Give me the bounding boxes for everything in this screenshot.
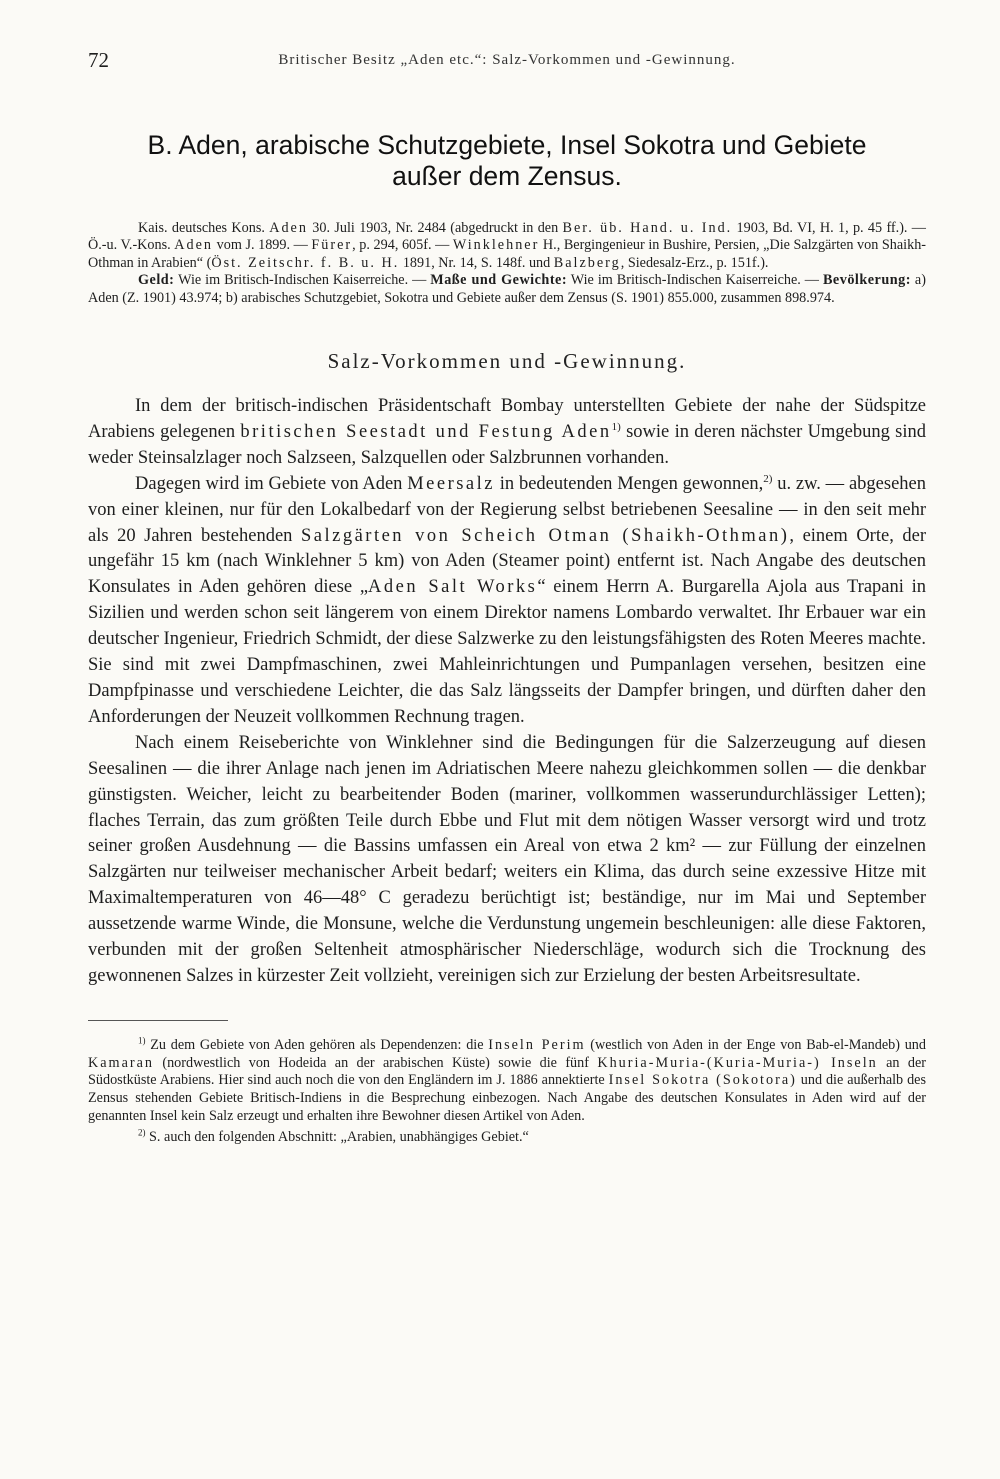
text-run: (nordwestlich von Hodeida an der arabischen Küste) sowie die fünf: [154, 1054, 598, 1071]
footnote-ref-2[interactable]: 2): [763, 472, 773, 485]
ref-text: , Siedesalz-Erz., p. 151f.).: [620, 254, 769, 271]
ref-spaced: Ber. üb. Hand. u. Ind.: [562, 220, 733, 236]
ref-spaced: Fürer: [311, 237, 353, 254]
page-header: [88, 48, 926, 78]
spaced-text: Kamaran: [88, 1054, 154, 1071]
text-run: Zu dem Gebiete von Aden gehören als Dependenzen: die: [145, 1036, 489, 1053]
ref-spaced: Öst. Zeitschr. f. B. u. H.: [211, 254, 400, 271]
text-run: In dem der britisch-indischen Präsidentschaft Bombay unterstellten Gebiete der nahe der Südspitze Arabiens gelegenen: [88, 396, 926, 442]
text-run: Dagegen wird im Gebiete von Aden: [135, 473, 408, 494]
ref-text: H., Bergingenieur in Bushire, Persien, „Die Salzgärten von Shaikh-Othman in Arabien“ (: [88, 237, 927, 271]
spaced-text: Khuria-Muria-(Kuria-Muria-) Inseln: [597, 1054, 878, 1071]
text-run: sowie in deren nächster Umgebung sind weder Steinsalzlager noch Salzseen, Salzquellen oder Salzbrunnen vorhanden.: [88, 421, 926, 468]
footnote-number: 1): [138, 1035, 146, 1046]
footnote-divider: [88, 1020, 228, 1021]
masse-text: Wie im Britisch-Indischen Kaiserreiche. —: [567, 272, 823, 289]
chapter-title-line-2: außer dem Zensus.: [392, 161, 622, 191]
geld-text: Wie im Britisch-Indischen Kaiserreiche. —: [174, 272, 431, 289]
ref-spaced: Aden: [174, 237, 214, 254]
spaced-text: Salzgärten von Scheich Otman (Shaikh-Othman): [300, 525, 790, 546]
section-heading: Salz-Vorkommen und -Gewinnung.: [327, 349, 687, 374]
footnote-1: [88, 1037, 926, 1126]
text-run: u. zw. — abgesehen von einer kleinen, nur für den Lokalbedarf von der Regierung selbst betriebenen Seesaline — in den seit mehr als 20 Jahren bestehenden: [88, 473, 926, 546]
ref-spaced: Winklehner: [452, 237, 540, 254]
text-run: an der Südostküste Arabiens. Hier sind auch noch die von den Engländern im J. 1886 annektierte: [88, 1054, 926, 1089]
body-paragraph-3: Nach einem Reiseberichte von Winklehner sind die Bedingungen für die Salzerzeugung auf diesen Seesalinen — die ihrer Anlage nach jenen im Adriatischen Meere nahezu gleichkommen sollen — die denkbar günstigsten. Weicher, leicht zu bearbeitender Boden (mariner, vollkommen wasserundurchlässiger Letten); flaches Terrain, das zum größten Teile durch Ebbe und Flut mit dem nötigen Wasser versorgt wird und trotz seiner großen Ausdehnung — die Bassins umfassen ein Areal von etwa 2 km² — zur Füllung der einzelnen Salzgärten nur teilweiser mechanischer Arbeit bedarf; weiters ein Klima, das durch seine exzessive Hitze mit Maximaltemperaturen von 46—48° C geradezu berüchtigt ist; beständige, nur im Mai und September aussetzende warme Winde, die Monsune, welche die Verdunstung ungemein beschleunigen: alle diese Faktoren, verbunden mit der großen Seltenheit atmosphärischer Niederschläge, wodurch sich die Trocknung des gewonnenen Salzes in kürzester Zeit vollzieht, vereinigen sich zur Erzielung der besten Arbeitsresultate.: [88, 732, 926, 986]
ref-spaced: Aden: [269, 220, 308, 236]
masse-label: Maße und Gewichte:: [430, 272, 568, 289]
text-run: und die außerhalb des Zensus stehenden Gebiete Britisch-Indiens in die Besprechung einbezogen. Nach Angabe des deutschen Konsulates in Aden wird auf der genannten Insel kein Salz erzeugt und erhalten ihre Bewohner diesen Artikel von Aden.: [88, 1072, 926, 1125]
footnote-2: [88, 1129, 926, 1147]
footnotes: [88, 1037, 926, 1147]
references-block: [88, 220, 926, 307]
text-run: (westlich von Aden in der Enge von Bab-el-Mandeb) und: [585, 1036, 926, 1053]
ref-text: 1891, Nr. 14, S. 148f. und: [399, 254, 554, 271]
ref-spaced: Balzberg: [553, 254, 621, 271]
ref-text: vom J. 1899. —: [213, 237, 312, 254]
bevoelkerung-text: a) Aden (Z. 1901) 43.974; b) arabisches Schutzgebiet, Sokotra und Gebiete außer dem Zensus (S. 1901) 855.000, zusammen 898.974.: [88, 272, 926, 306]
text-run: in bedeutenden Mengen gewonnen,: [495, 473, 764, 494]
document-page: [88, 48, 926, 1147]
body-paragraph-2: [88, 472, 926, 731]
ref-text: Kais. deutsches Kons.: [138, 220, 270, 236]
chapter-title-line-1: B. Aden, arabische Schutzgebiete, Insel Sokotra und Gebiete: [147, 130, 867, 160]
body-text: [88, 394, 926, 990]
ref-text: 1903, Bd. VI, H. 1, p. 45 ff.). — Ö.-u. V.-Kons.: [88, 220, 926, 254]
ref-text: 30. Juli 1903, Nr. 2484 (abgedruckt in den: [307, 220, 563, 236]
footnote-number: 2): [138, 1127, 146, 1138]
references-paragraph: [88, 220, 926, 272]
footnote-ref-1[interactable]: 1): [611, 420, 621, 433]
spaced-text: Meersalz: [407, 473, 495, 494]
spaced-text: Aden Salt Works: [368, 577, 538, 598]
text-run: , einem Orte, der ungefähr 15 km (nach Winklehner 5 km) von Aden (Steamer point) entfernt ist. Nach Angabe des deutschen Konsulates in Aden gehören diese „: [88, 525, 926, 598]
page-number: 72: [88, 48, 109, 72]
body-paragraph-1: [88, 394, 926, 472]
running-title: Britischer Besitz „Aden etc.“: Salz-Vorkommen und -Gewinnung.: [278, 52, 736, 68]
spaced-text: britischen Seestadt und Festung Aden: [240, 421, 612, 442]
geld-label: Geld:: [138, 272, 175, 289]
facts-paragraph: [88, 272, 926, 307]
chapter-title: [88, 130, 926, 192]
bevoelkerung-label: Bevölkerung:: [822, 272, 911, 289]
spaced-text: Inseln Perim: [488, 1036, 586, 1053]
ref-text: , p. 294, 605f. —: [352, 237, 453, 254]
text-run: S. auch den folgenden Abschnitt: „Arabien, unabhängiges Gebiet.“: [145, 1128, 529, 1145]
spaced-text: Insel Sokotra (Sokotora): [608, 1072, 797, 1089]
text-run: “ einem Herrn A. Burgarella Ajola aus Trapani in Sizilien und werden schon seit längerem von einem Direktor namens Lombardo verwaltet. Ihr Erbauer war ein deutscher Ingenieur, Friedrich Schmidt, der diese Salzwerke zu den leistungsfähigsten des Roten Meeres machte. Sie sind mit zwei Dampfmaschinen, zwei Mahleinrichtungen und Pumpanlagen versehen, besitzen eine Dampfpinasse und verschiedene Leichter, die das Salz längsseits der Dampfer bringen, und dürften daher den Anforderungen der Neuzeit vollkommen Rechnung tragen.: [88, 577, 926, 727]
